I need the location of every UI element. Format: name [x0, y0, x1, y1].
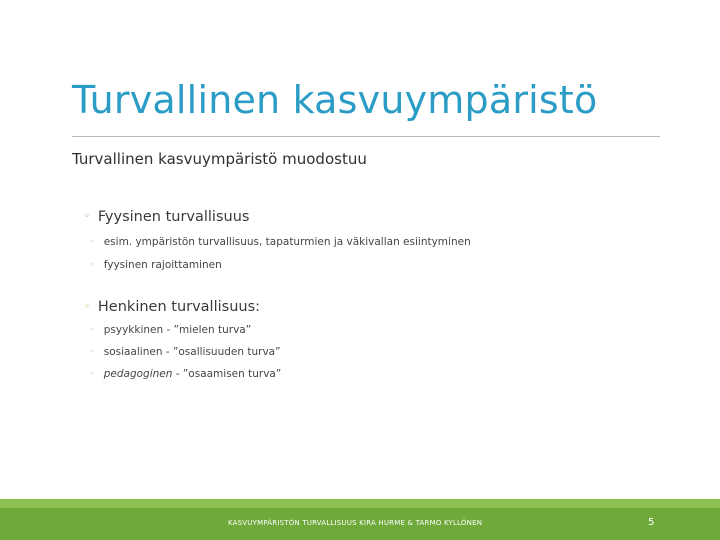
list-item-label: fyysinen rajoittaminen — [103, 259, 222, 271]
bullet-icon: ◦ — [90, 369, 95, 378]
list-item — [90, 236, 471, 248]
list-item-label: sosiaalinen - ”osallisuuden turva” — [103, 346, 281, 358]
bullet-icon: ◦ — [84, 301, 90, 312]
bullet-icon: ◦ — [90, 347, 95, 356]
section-heading-mental — [84, 299, 260, 315]
title-divider — [72, 136, 660, 137]
list-item-label: esim. ympäristön turvallisuus, tapaturmien ja väkivallan esiintyminen — [103, 236, 471, 248]
page-number: 5 — [648, 517, 655, 528]
footer-accent-band — [0, 499, 720, 508]
section-heading-label: Henkinen turvallisuus: — [97, 299, 261, 315]
bullet-icon: ◦ — [84, 211, 90, 222]
list-item — [90, 324, 251, 336]
list-item-label-italic: pedagoginen — [103, 368, 173, 380]
section-heading-label: Fyysinen turvallisuus — [97, 209, 250, 225]
list-item-label: - ”osaamisen turva” — [172, 368, 282, 380]
list-item — [90, 368, 281, 380]
list-item — [90, 346, 281, 358]
bullet-icon: ◦ — [90, 325, 95, 334]
slide-title: Turvallinen kasvuympäristö — [72, 78, 598, 122]
list-item — [90, 259, 222, 271]
section-heading-physical — [84, 209, 249, 225]
list-item-label: psyykkinen - ”mielen turva” — [103, 324, 252, 336]
slide-subtitle: Turvallinen kasvuympäristö muodostuu — [72, 150, 367, 168]
bullet-icon: ◦ — [90, 260, 95, 269]
footer-text: KASVUYMPÄRISTÖN TURVALLISUUS KIRA HURME & TARMO KYLLÖNEN — [228, 519, 483, 527]
bullet-icon: ◦ — [90, 237, 95, 246]
